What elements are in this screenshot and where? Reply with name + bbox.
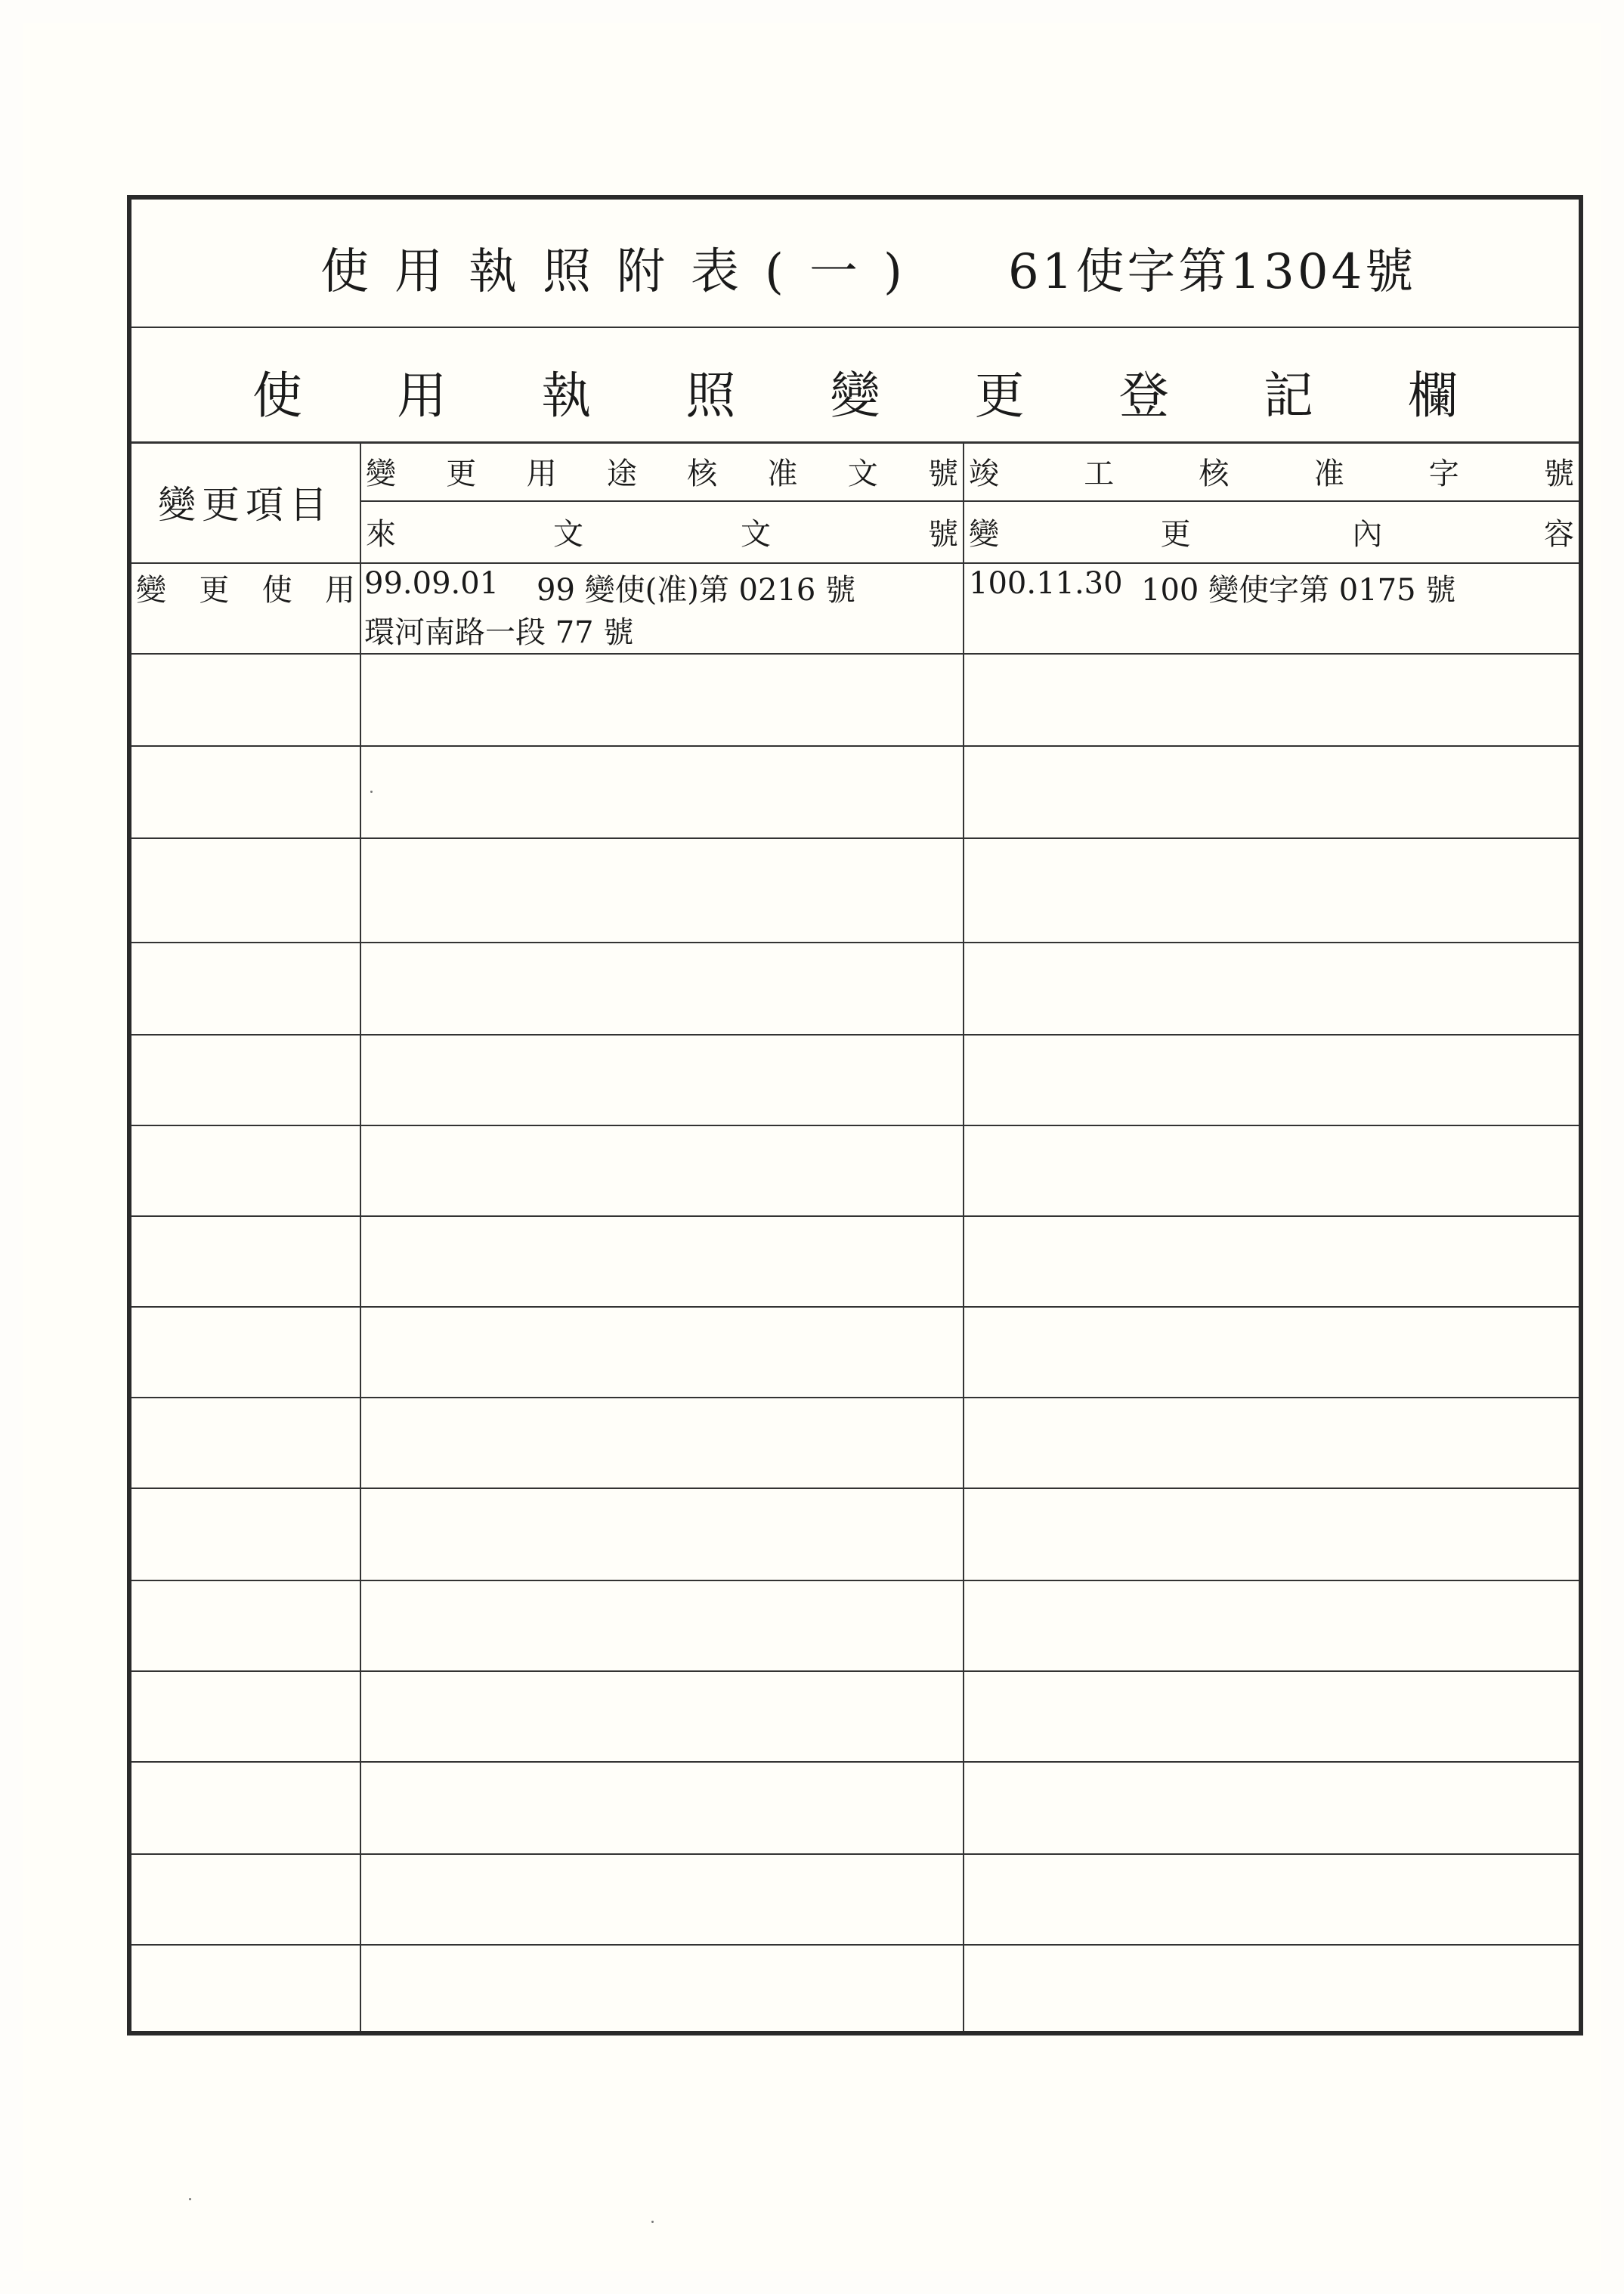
completion-number: 100 變使字第 0175 號 xyxy=(1141,573,1456,608)
row-divider xyxy=(131,1488,1579,1489)
header-char: 來 xyxy=(366,516,396,552)
header-char: 容 xyxy=(1543,516,1574,552)
item-char: 用 xyxy=(324,573,355,608)
row-divider xyxy=(131,1397,1579,1398)
row-change-item xyxy=(136,566,355,609)
header-char: 用 xyxy=(526,456,557,491)
row-divider xyxy=(131,1853,1579,1855)
item-char: 更 xyxy=(199,573,230,608)
row-divider xyxy=(131,653,1579,655)
column-divider xyxy=(360,441,361,2031)
header-char: 文 xyxy=(847,456,878,491)
heading-char: 照 xyxy=(685,367,736,425)
row-divider xyxy=(131,1125,1579,1126)
heading-char: 記 xyxy=(1263,367,1313,425)
header-change-item: 變更項目 xyxy=(158,483,333,527)
row-divider xyxy=(131,1761,1579,1763)
heading-char: 執 xyxy=(541,367,592,425)
header-completion-doc-no xyxy=(964,441,1579,500)
item-char: 使 xyxy=(261,573,292,608)
row-divider xyxy=(131,1670,1579,1672)
approval-date: 99.09.01 xyxy=(364,566,500,601)
heading-char: 欄 xyxy=(1408,367,1458,425)
header-char: 工 xyxy=(1084,456,1115,491)
item-char: 變 xyxy=(136,573,166,608)
header-char: 准 xyxy=(1313,456,1344,491)
header-char: 內 xyxy=(1352,516,1383,552)
header-change-content xyxy=(964,502,1579,561)
registration-form xyxy=(127,195,1583,2035)
header-char: 竣 xyxy=(969,456,999,491)
column-divider xyxy=(963,441,964,2031)
header-char: 字 xyxy=(1428,456,1459,491)
header-char: 號 xyxy=(1543,456,1574,491)
row-divider xyxy=(131,745,1579,747)
heading-row xyxy=(131,327,1579,444)
row-divider xyxy=(131,837,1579,839)
license-number: 61使字第1304號 xyxy=(1008,244,1417,300)
header-char: 途 xyxy=(606,456,637,491)
heading-char: 登 xyxy=(1118,367,1169,425)
header-char: 更 xyxy=(446,456,477,491)
form-title-row xyxy=(131,200,1579,328)
scan-speck xyxy=(651,2221,654,2223)
header-char: 變 xyxy=(366,456,396,491)
header-char: 號 xyxy=(928,516,958,552)
row-divider xyxy=(131,1580,1579,1581)
header-char: 核 xyxy=(687,456,718,491)
heading-char: 使 xyxy=(252,367,302,425)
heading-char: 用 xyxy=(397,367,447,425)
heading-char: 更 xyxy=(974,367,1025,425)
header-char: 核 xyxy=(1199,456,1230,491)
header-char: 文 xyxy=(553,516,583,552)
scan-speck xyxy=(370,791,373,793)
scan-speck xyxy=(189,2198,191,2200)
completion-date: 100.11.30 xyxy=(969,566,1123,601)
row-divider xyxy=(131,1944,1579,1946)
row-divider xyxy=(131,1306,1579,1308)
header-change-use-doc-no xyxy=(361,441,963,500)
form-title: 使用執照附表(一) xyxy=(320,244,928,300)
row-divider xyxy=(131,942,1579,943)
row-divider xyxy=(131,1215,1579,1217)
header-char: 變 xyxy=(969,516,999,552)
header-char: 號 xyxy=(927,456,958,491)
header-char: 文 xyxy=(741,516,771,552)
heading-title xyxy=(131,355,1579,427)
header-char: 更 xyxy=(1160,516,1191,552)
incoming-doc: 環河南路一段 77 號 xyxy=(364,615,634,650)
header-incoming-doc xyxy=(361,502,963,561)
row-divider xyxy=(131,1034,1579,1036)
header-char: 准 xyxy=(767,456,798,491)
heading-char: 變 xyxy=(830,367,880,425)
approval-number: 99 變使(准)第 0216 號 xyxy=(537,573,856,608)
